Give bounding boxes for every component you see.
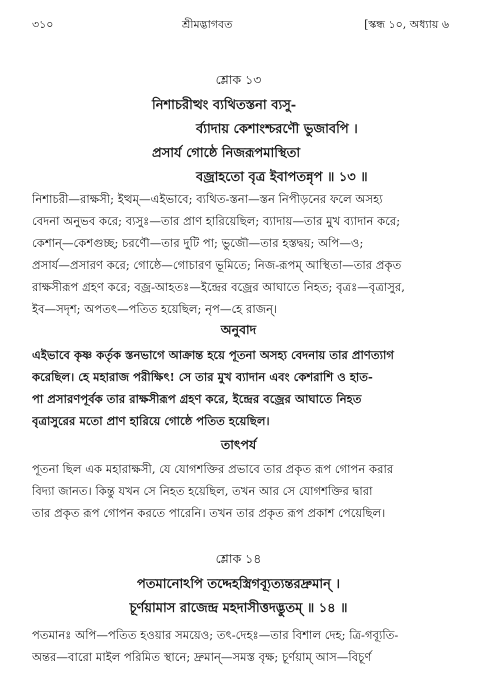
verse-13-line-2: র্ব্যাদায় কেশাংশ্চরণৌ ভুজাবপি । [196, 122, 358, 137]
translation-line: পা প্রসারণপূর্বক তার রাক্ষসীরূপ গ্রহণ করে, ইন্দ্রের বজ্রের আঘাতে নিহত [32, 392, 362, 406]
synonym-line: কেশান্—কেশগুচ্ছ; চরণৌ—তার দুটি পা; ভুজৌ—তার হস্তদ্বয়; অপি—ও; [32, 236, 364, 250]
verse-14-line-1: পতমানোঽপি তদ্দেহস্ত্রিগব্যূত্যন্তরদ্রুমান্ । [136, 577, 341, 592]
translation-line: করেছিল। হে মহারাজ পরীক্ষিৎ! সে তার মুখ ব্যাদান এবং কেশরাশি ও হাত- [32, 370, 373, 384]
verse-14-line-2: চূর্ণয়ামাস রাজেন্দ্র মহদাসীত্তদদ্ভুতম্ ॥ ১৪ ॥ [129, 601, 348, 616]
translation-line: বৃত্রাসুরের মতো প্রাণ হারিয়ে গোষ্ঠে পতিত হয়েছিল। [32, 414, 270, 428]
verse-13-line-3: প্রসার্য গোষ্ঠে নিজরূপমাস্থিতা [152, 146, 301, 161]
synonym-line: ইব—সদৃশ; অপতৎ—পতিত হয়েছিল; নৃপ—হে রাজন্। [32, 302, 278, 316]
canto-chapter: [স্কন্ধ ১০, অধ্যায় ৬ [364, 18, 449, 31]
purport-text [32, 458, 450, 524]
synonym-line: বেদনা অনুভব করে; ব্যসুঃ—তার প্রাণ হারিয়েছিল; ব্যাদায়—তার মুখ ব্যাদান করে; [32, 214, 401, 228]
synonym-line: পতমানঃ অপি—পতিত হওয়ার সময়েও; তৎ-দেহঃ—তার বিশাল দেহ; ত্রি-গব্যূতি- [32, 628, 399, 642]
translation-line: এইভাবে কৃষ্ণ কর্তৃক স্তনভাগে আক্রান্ত হয়ে পূতনা অসহ্য বেদনায় তার প্রাণত্যাগ [32, 348, 394, 362]
page-number: ৩১০ [32, 18, 54, 31]
book-title: শ্রীমদ্ভাগবত [182, 18, 233, 31]
verse-14-synonyms [32, 624, 450, 668]
verse-13-synonyms [32, 188, 450, 320]
synonym-line: রাক্ষসীরূপ গ্রহণ করে; বজ্র-আহতঃ—ইন্দ্রের বজ্রের আঘাতে নিহত; বৃত্রঃ—বৃত্রাসুর, [32, 280, 405, 294]
verse-13-line-1: নিশাচরীত্থং ব্যথিতস্তনা ব্যসু- [152, 98, 297, 113]
purport-heading: তাৎপর্য [220, 437, 257, 452]
synonym-line: নিশাচরী—রাক্ষসী; ইত্থম্—এইভাবে; ব্যথিত-স্তনা—স্তন নিপীড়নের ফলে অসহ্য [32, 192, 383, 206]
synonym-line: প্রসার্য—প্রসারণ করে; গোষ্ঠে—গোচারণ ভূমিতে; নিজ-রূপম্ আস্থিতা—তার প্রকৃত [32, 258, 402, 272]
verse-13-line-4: বজ্রাহতো বৃত্র ইবাপতন্নৃপ ॥ ১৩ ॥ [196, 170, 368, 185]
purport-line: বিদ্যা জানত। কিন্তু যখন সে নিহত হয়েছিল, তখন আর সে যোগশক্তির দ্বারা [32, 484, 373, 498]
purport-line: পূতনা ছিল এক মহারাক্ষসী, যে যোগশক্তির প্রভাবে তার প্রকৃত রূপ গোপন করার [32, 462, 394, 476]
purport-line: তার প্রকৃত রূপ গোপন করতে পারেনি। তখন তার প্রকৃত রূপ প্রকাশ পেয়েছিল। [32, 506, 386, 520]
synonym-line: অন্তর—বারো মাইল পরিমিত স্থানে; দ্রুমান্—সমস্ত বৃক্ষ; চূর্ণয়াম্ আস—বিচূর্ণ [32, 650, 372, 664]
translation-text [32, 344, 450, 432]
running-header [32, 16, 449, 34]
translation-heading: অনুবাদ [220, 322, 257, 337]
verse-14-label: শ্লোক ১৪ [215, 551, 262, 566]
verse-13-label: শ্লোক ১৩ [215, 72, 262, 87]
